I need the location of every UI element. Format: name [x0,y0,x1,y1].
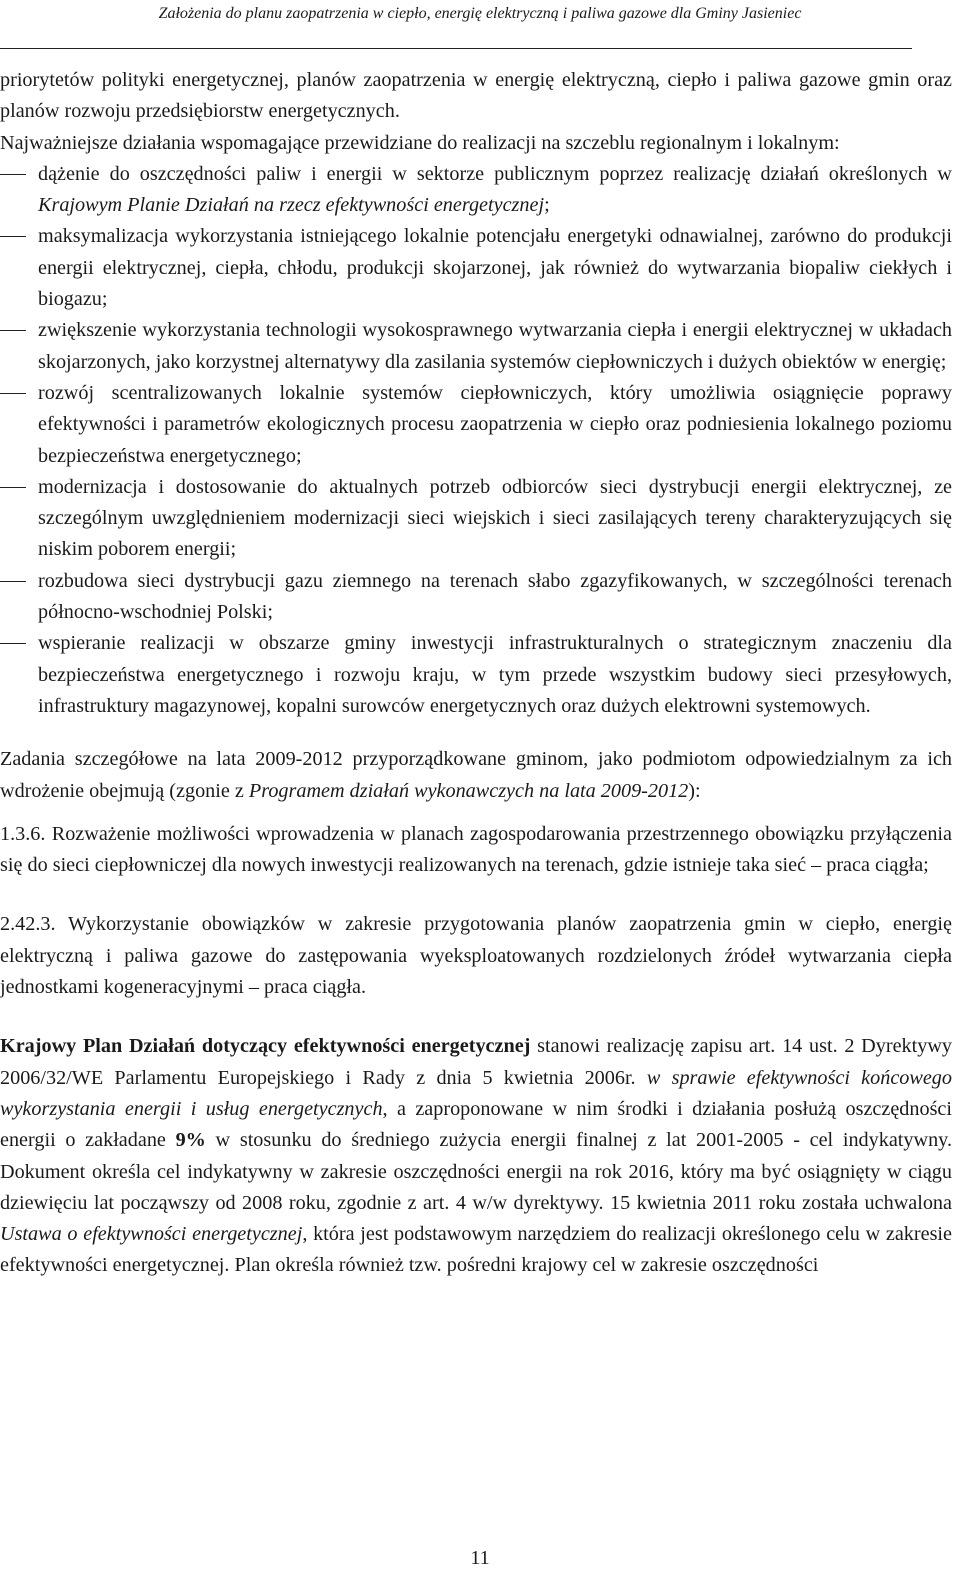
dash-bullet-icon [0,487,26,488]
list-item [0,472,952,566]
measures-list [0,159,952,722]
dash-bullet-icon [0,393,26,394]
list-item-end: ; [544,194,550,217]
list-item [0,221,952,315]
tasks-intro-paragraph [0,744,952,807]
document-body [0,65,952,1282]
running-header: Założenia do planu zaopatrzenia w ciepło, energię elektryczną i paliwa gazowe dla Gminy Jasieniec [158,5,802,22]
kpd-paragraph [0,1031,952,1281]
list-item [0,315,952,378]
dash-bullet-icon [0,581,26,582]
list-item-text: rozbudowa sieci dystrybucji gazu ziemnego na terenach słabo zgazyfikowanych, w szczególności terenach północno-wschodniej Polski; [38,569,952,624]
act-title-italic: Ustawa o efektywności energetycznej [0,1223,303,1246]
kpd-title-bold: Krajowy Plan Działań dotyczący efektywności energetycznej [0,1035,531,1058]
list-item [0,159,952,222]
directive-title-italic: w sprawie efektywności końcowego wykorzystania energii i usług energetycznych [0,1066,952,1120]
list-item-text: dążenie do oszczędności paliw i energii w sektorze publicznym poprzez realizację działań określonych w [38,162,952,185]
list-item-text: rozwój scentralizowanych lokalnie systemów ciepłowniczych, który umożliwia osiągnięcie poprawy efektywności i parametrów ekologicznych procesu zaopatrzenia w ciepło oraz podniesienia lokalnego poziomu bezpieczeństwa energetycznego; [38,381,952,467]
task-item-1-3-6: 1.3.6. Rozważenie możliwości wprowadzenia w planach zagospodarowania przestrzennego obowiązku przyłączenia się do sieci ciepłowniczej dla nowych inwestycji realizowanych na terenach, gdzie istnieje taka sieć – praca ciągła; [0,822,952,877]
intro-paragraph: priorytetów polityki energetycznej, planów zaopatrzenia w energię elektryczną, ciepło i paliwa gazowe gmin oraz planów rozwoju przedsiębiorstw energetycznych. [0,69,952,123]
list-item [0,378,952,472]
header-rule [0,48,912,49]
program-title-italic: Programem działań wykonawczych na lata 2009-2012 [248,779,689,802]
dash-bullet-icon [0,236,26,237]
tasks-intro-end: ): [688,779,701,802]
list-item-text: maksymalizacja wykorzystania istniejącego lokalnie potencjału energetyki odnawialnej, zarówno do produkcji energii elektrycznej, ciepła, chłodu, produkcji skojarzonej, jak również do wytwarzania biopaliw ciekłych i biogazu; [38,225,952,311]
savings-target-bold: 9% [175,1129,206,1152]
kpd-text: w stosunku do średniego zużycia energii finalnej z lat 2001-2005 - cel indykatywny. Dokument określa cel indykatywny w zakresie oszczędności energii na rok 2016, który ma być osiągnięty w ciągu dziewięciu lat począwszy od 2008 roku, zgodnie z art. 4 w/w dyrektywy. 15 kwietnia 2011 roku została uchwalona [0,1129,952,1214]
list-item-text: wspieranie realizacji w obszarze gminy inwestycji infrastrukturalnych o strategicznym znaczeniu dla bezpieczeństwa energetycznego i rozwoju kraju, w tym przede wszystkim budowy sieci przesyłowych, infrastruktury magazynowej, kopalni surowców energetycznych oraz dużych elektrowni systemowych. [38,632,952,717]
kpd-text: , która jest podstawowym narzędziem do realizacji określonego celu w zakresie efektywności energetycznej. Plan określa również tzw. pośredni krajowy cel w zakresie oszczędności [0,1223,952,1277]
plan-title-italic: Krajowym Planie Działań na rzecz efektywności energetycznej [38,194,545,217]
list-item [0,566,952,629]
list-item-text: modernizacja i dostosowanie do aktualnych potrzeb odbiorców sieci dystrybucji energii elektrycznej, ze szczególnym uwzględnieniem modernizacji sieci wiejskich i sieci zasilających tereny charakteryzujących się niskim poborem energii; [38,475,952,561]
page-number: 11 [470,1547,490,1569]
list-item-text: zwiększenie wykorzystania technologii wysokosprawnego wytwarzania ciepła i energii elektrycznej w układach skojarzonych, jako korzystnej alternatywy dla zasilania systemów ciepłowniczych i dużych obiektów w energię; [38,319,952,373]
kpd-text: stanowi realizację zapisu art. 14 ust. 2 Dyrektywy 2006/32/WE Parlamentu Europejskiego i Rady z dnia 5 kwietnia 2006r. [0,1035,952,1089]
kpd-text: , a zaproponowane w nim środki i działania posłużą oszczędności energii o zakładane [0,1097,952,1152]
tasks-intro-text: Zadania szczegółowe na lata 2009-2012 przyporządkowane gminom, jako podmiotom odpowiedzialnym za ich wdrożenie obejmują (zgonie z [0,748,952,802]
measures-intro: Najważniejsze działania wspomagające przewidziane do realizacji na szczeblu regionalnym i lokalnym: [0,131,840,154]
dash-bullet-icon [0,174,26,175]
dash-bullet-icon [0,330,26,331]
task-item-2-42-3: 2.42.3. Wykorzystanie obowiązków w zakresie przygotowania planów zaopatrzenia gmin w ciepło, energię elektryczną i paliwa gazowe do zastępowania wyeksploatowanych rozdzielonych źródeł wytwarzania ciepła jednostkami kogeneracyjnymi – praca ciągła. [0,913,952,999]
list-item [0,628,952,722]
dash-bullet-icon [0,643,26,644]
